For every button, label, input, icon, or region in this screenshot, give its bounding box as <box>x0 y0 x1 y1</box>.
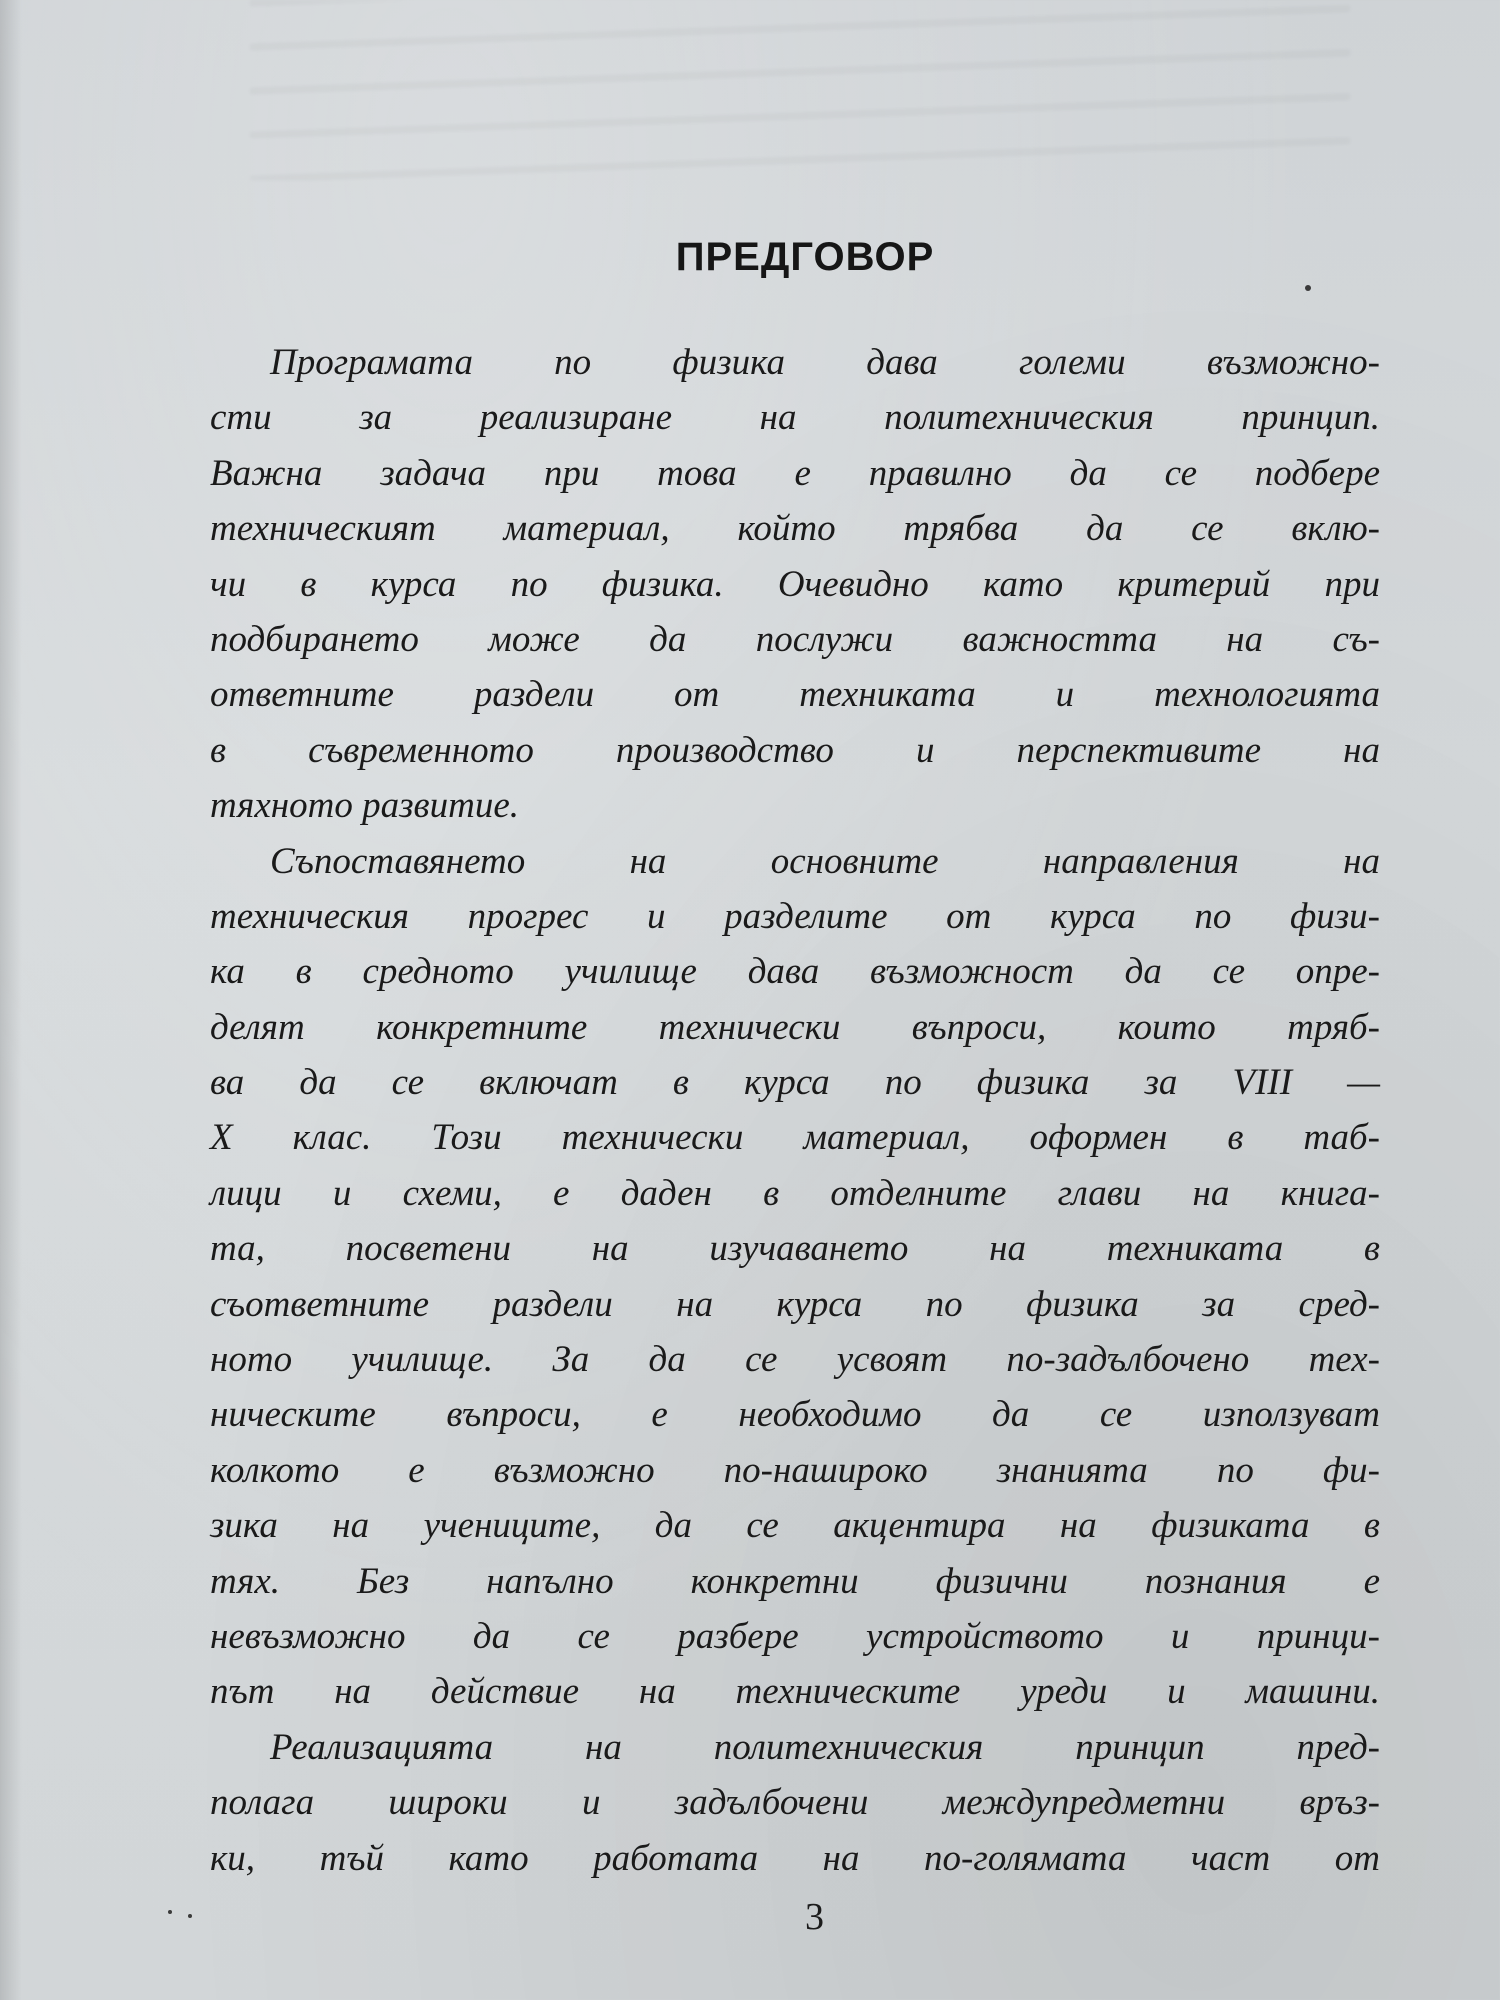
text-line: ответните раздели от техниката и технологията <box>210 674 1380 716</box>
ink-speck <box>1305 285 1311 291</box>
ink-speck <box>168 1910 172 1914</box>
text-line: техническия прогрес и разделите от курса по физи- <box>210 895 1380 937</box>
text-line: та, посветени на изучаването на техниката в <box>210 1228 1380 1270</box>
text-line: Програмата по физика дава големи възможно- <box>270 342 1380 383</box>
text-line: тяхното развитие. <box>210 785 520 827</box>
text-line: полага широки и задълбочени междупредметни връз- <box>210 1782 1380 1824</box>
show-through-text <box>250 0 1350 180</box>
text-line: сти за реализиране на политехническия принцип. <box>210 397 1380 439</box>
text-line: X клас. Този технически материал, оформен в таб- <box>210 1117 1380 1159</box>
text-line: ното училище. За да се усвоят по-задълбочено тех- <box>210 1339 1380 1381</box>
text-line: ва да се включат в курса по физика за VIII — <box>210 1062 1380 1104</box>
ink-speck <box>188 1914 192 1918</box>
text-line: зика на учениците, да се акцентира на физиката в <box>210 1505 1380 1547</box>
text-line: Реализацията на политехническия принцип пред- <box>270 1726 1380 1768</box>
text-line: съответните раздели на курса по физика за сред- <box>210 1283 1380 1325</box>
page-title: ПРЕДГОВОР <box>675 235 935 279</box>
text-line: ническите въпроси, е необходимо да се използуват <box>210 1394 1380 1436</box>
page-binding-shadow <box>0 0 22 2000</box>
text-line: делят конкретните технически въпроси, които тряб- <box>210 1006 1380 1048</box>
text-line: техническият материал, който трябва да се вклю- <box>210 508 1380 550</box>
text-line: колкото е възможно по-нашироко знанията по фи- <box>210 1449 1380 1491</box>
text-line: в съвременното производство и перспективите на <box>210 729 1380 771</box>
text-line: път на действие на техническите уреди и машини. <box>210 1671 1380 1713</box>
text-line: невъзможно да се разбере устройството и принци- <box>210 1615 1380 1657</box>
text-line: чи в курса по физика. Очевидно като критерий при <box>210 563 1380 605</box>
body-text <box>210 335 1380 1886</box>
text-line: Важна задача при това е правилно да се подбере <box>210 452 1380 494</box>
page-number: 3 <box>805 1896 824 1938</box>
text-line: Съпоставянето на основните направления на <box>270 840 1380 882</box>
text-line: ка в средното училище дава възможност да се опре- <box>210 951 1380 993</box>
text-line: подбирането може да послужи важността на съ- <box>210 618 1380 660</box>
text-line: лици и схеми, е даден в отделните глави на книга- <box>210 1172 1380 1214</box>
text-line: тях. Без напълно конкретни физични познания е <box>210 1560 1380 1602</box>
text-line: ки, тъй като работата на по-голямата част от <box>210 1837 1380 1879</box>
